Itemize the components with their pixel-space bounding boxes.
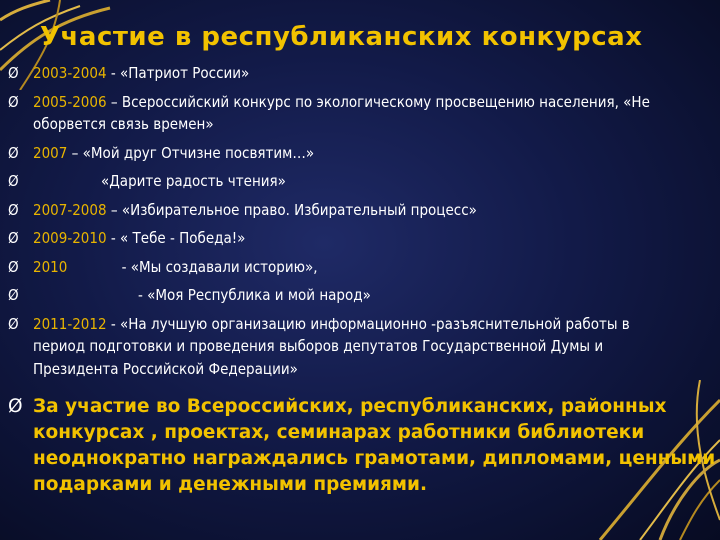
item-text: – «Избирательное право. Избирательный процесс» [106,200,477,219]
item-years: 2011-2012 [33,314,107,333]
bullet-arrow-icon: Ø [8,229,19,247]
bullet-arrow-icon: Ø [8,172,19,190]
list-item [8,199,678,222]
bullet-arrow-icon: Ø [8,64,19,82]
bullet-arrow-icon: Ø [8,257,19,276]
bullet-arrow-icon: Ø [8,396,23,417]
bullet-arrow-icon: Ø [8,314,19,333]
item-text: - «Мы создавали историю», [117,257,318,276]
item-years: 2010 [33,257,68,276]
bullet-arrow-icon: Ø [8,92,19,111]
item-text: - «Моя Республика и мой народ» [138,286,371,304]
list-item [8,227,678,250]
item-text: – Всероссийский конкурс по экологическому просвещению населения, «Не оборвется связь времен» [33,92,650,133]
bullet-arrow-icon: Ø [8,200,19,219]
item-years: 2003-2004 [33,64,107,82]
list-item [8,284,678,307]
awards-summary [8,394,720,498]
list-item [8,91,678,136]
item-text: - «Патриот России» [106,64,250,82]
item-years: 2007-2008 [33,200,107,219]
item-years: 2005-2006 [33,92,107,111]
list-item [8,142,678,165]
bullet-arrow-icon: Ø [8,143,19,162]
item-text: «Дарите радость чтения» [101,172,286,190]
list-item [8,313,678,381]
item-text: - « Тебе - Победа!» [106,229,246,247]
list-item [8,256,678,279]
bullet-arrow-icon: Ø [8,286,19,304]
awards-summary-text: За участие во Всероссийских, республиканских, районных конкурсах , проектах, семинарах работники библиотеки неоднократно награждались грамотами, дипломами, ценными подарками и денежными премиями. [33,396,716,495]
list-item [8,170,678,193]
item-text: – «Мой друг Отчизне посвятим…» [67,143,315,162]
item-years: 2007 [33,143,68,162]
item-years: 2009-2010 [33,229,107,247]
list-item [8,62,678,85]
contest-list [8,62,678,380]
item-text: - «На лучшую организацию информационно -разъяснительной работы в период подготовки и проведения выборов депутатов Государственной Думы и Президента Российской Федерации» [33,314,630,378]
page-title: Участие в республиканских конкурсах [40,22,643,52]
